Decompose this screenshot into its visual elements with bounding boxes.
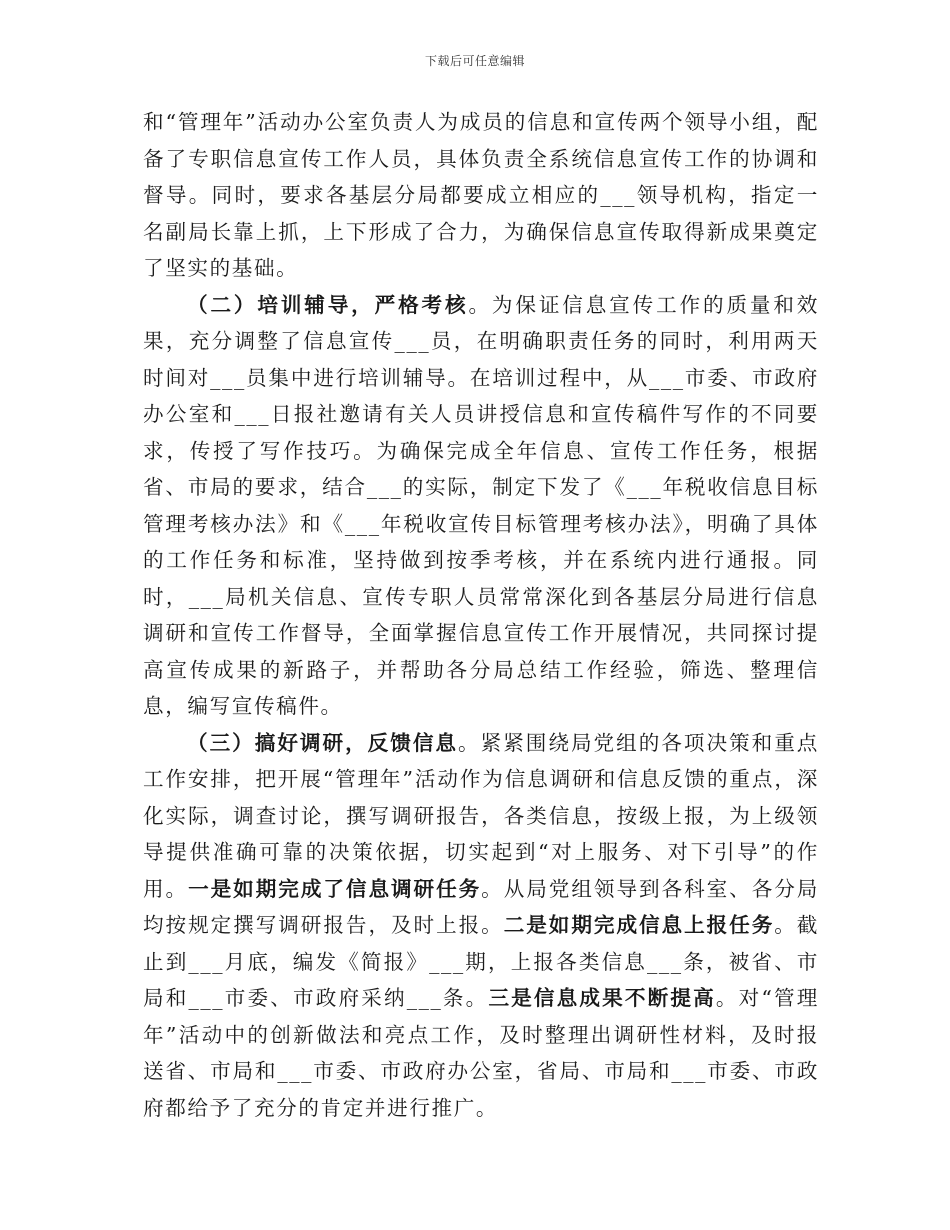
paragraph-1 [143, 104, 819, 287]
paragraph-3-point-1: 一是如期完成了信息调研任务 [188, 876, 482, 901]
page-header: 下载后可任意编辑 [424, 54, 525, 68]
paragraph-3-text-d: 。对“管理年”活动中的创新做法和亮点工作，及时整理出调研性材料，及时报送省、市局和___市委、市政府办公室，省局、市局和___市委、市政府都给予了充分的肯定并进行推广。 [143, 986, 819, 1120]
paragraph-1-text: 和“管理年”活动办公室负责人为成员的信息和宣传两个领导小组，配备了专职信息宣传工作人员，具体负责全系统信息宣传工作的协调和督导。同时，要求各基层分局都要成立相应的___领导机构，指定一名副局长靠上抓，上下形成了合力，为确保信息宣传取得新成果奠定了坚实的基础。 [143, 110, 819, 280]
paragraph-3-text-c: 。截止到___月底，编发《简报》___期，上报各类信息___条，被省、市局和___市委、市政府采纳___条。 [143, 913, 820, 1010]
paragraph-3 [143, 725, 819, 1127]
paragraph-2-text: 。为保证信息宣传工作的质量和效果，充分调整了信息宣传___员，在明确职责任务的同时，利用两天时间对___员集中进行培训辅导。在培训过程中，从___市委、市政府办公室和___日报社邀请有关人员讲授信息和宣传稿件写作的不同要求，传授了写作技巧。为确保完成全年信息、宣传工作任务，根据省、市局的要求，结合___的实际，制定下发了《___年税收信息目标管理考核办法》和《___年税收宣传目标管理考核办法》，明确了具体的工作任务和标准，坚持做到按季考核，并在系统内进行通报。同时，___局机关信息、宣传专职人员常常深化到各基层分局进行信息调研和宣传工作督导，全面掌握信息宣传工作开展情况，共同探讨提高宣传成果的新路子，并帮助各分局总结工作经验，筛选、整理信息，编写宣传稿件。 [143, 292, 820, 718]
paragraph-3-text-a: 。紧紧围绕局党组的各项决策和重点工作安排，把开展“管理年”活动作为信息调研和信息反馈的重点，深化实际，调查讨论，撰写调研报告，各类信息，按级上报，为上级领导提供准确可靠的决策依据，切实起到“对上服务、对下引导”的作用。 [143, 730, 819, 901]
document-body [143, 104, 819, 1126]
paragraph-3-point-3: 三是信息成果不断提高 [488, 986, 716, 1010]
paragraph-3-heading: （三）搞好调研，反馈信息 [187, 730, 459, 755]
paragraph-3-point-2: 二是如期完成信息上报任务 [503, 913, 775, 937]
paragraph-2 [143, 287, 819, 725]
paragraph-2-heading: （二）培训辅导，严格考核 [187, 292, 469, 317]
paragraph-3-text-b: 。从局党组领导到各科室、各分局均按规定撰写调研报告，及时上报。 [143, 876, 819, 937]
